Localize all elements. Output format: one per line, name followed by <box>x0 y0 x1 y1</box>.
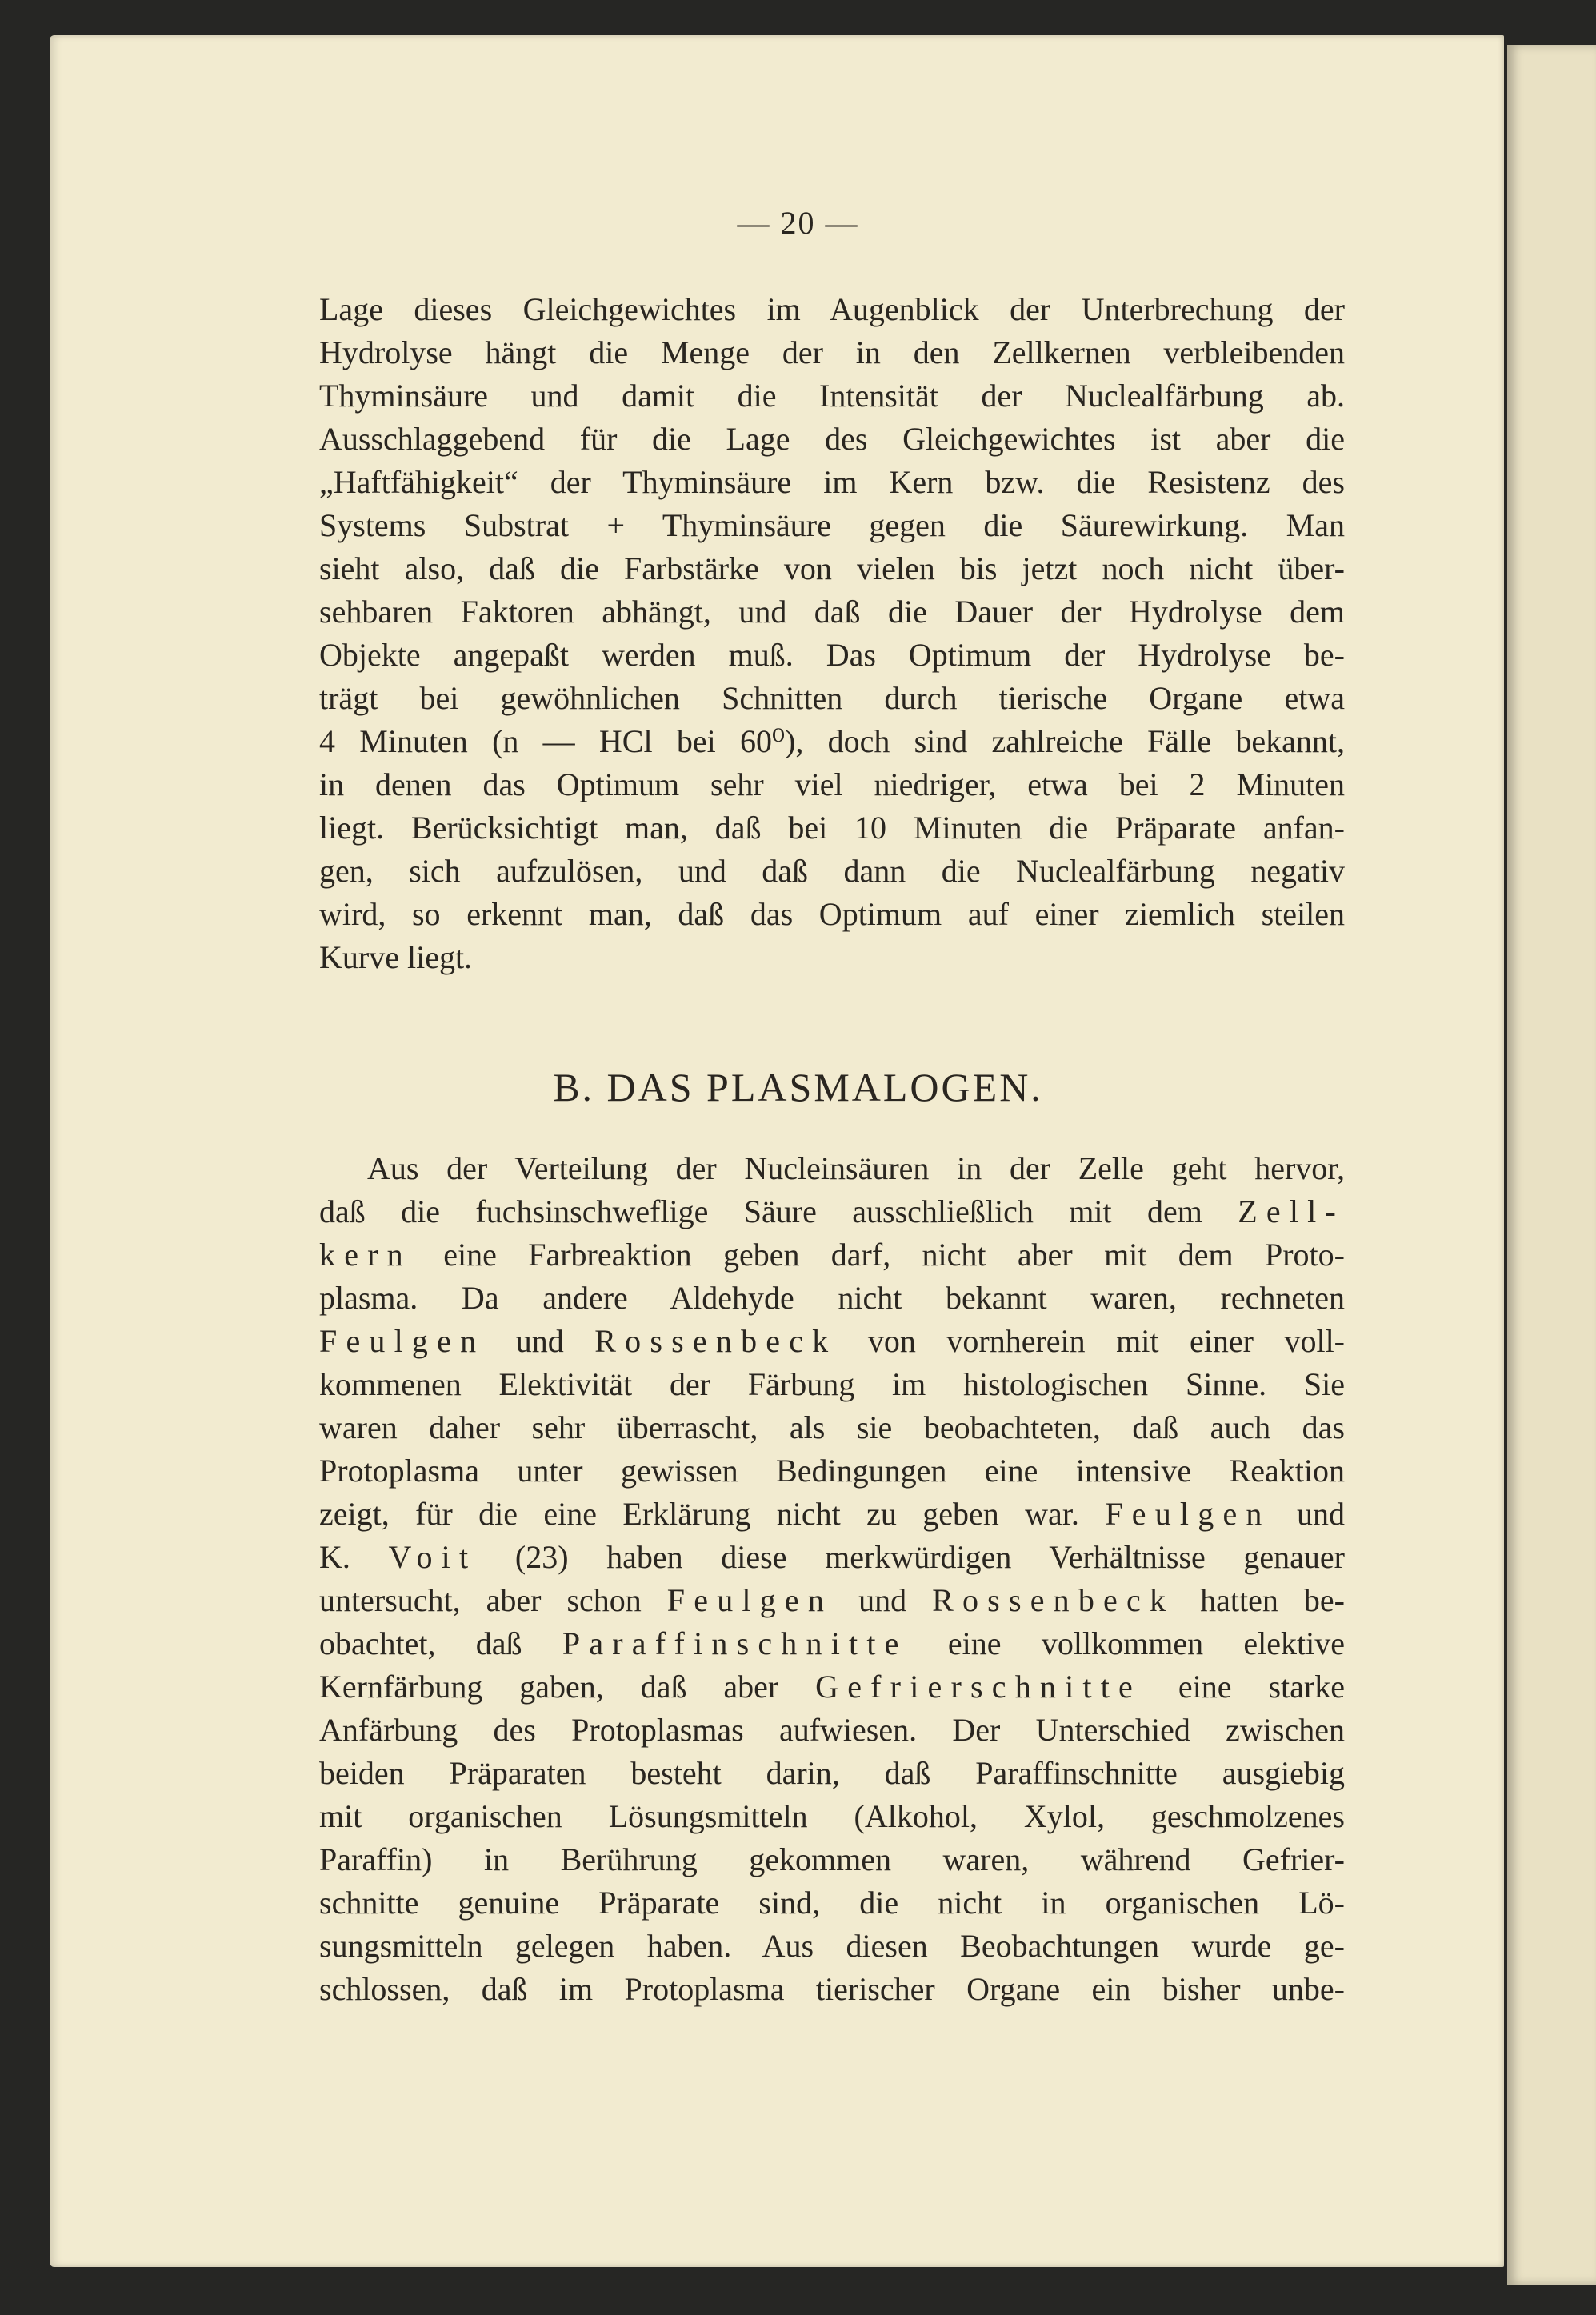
text-line <box>319 288 1345 331</box>
text-line <box>319 1752 1345 1795</box>
text-run: obachtet, daß <box>319 1625 562 1661</box>
text-line <box>319 547 1345 590</box>
spaced-emphasis: Rossenbeck <box>932 1582 1175 1618</box>
text-line <box>319 1622 1345 1665</box>
text-line <box>319 1449 1345 1493</box>
text-run: mit organischen Lösungsmitteln (Alkohol, Xylol, geschmolzenes <box>319 1798 1345 1834</box>
text-line <box>319 461 1345 504</box>
text-run: in denen das Optimum sehr viel niedriger, etwa bei 2 Minuten <box>319 766 1345 802</box>
text-line <box>319 634 1345 677</box>
text-line <box>319 1406 1345 1449</box>
text-line <box>319 1925 1345 1968</box>
text-line <box>319 763 1345 806</box>
text-run: eine starke <box>1142 1669 1345 1705</box>
text-run: schnitte genuine Präparate sind, die nicht in organischen Lö- <box>319 1885 1345 1921</box>
text-run: wird, so erkennt man, daß das Optimum auf einer ziemlich steilen <box>319 896 1345 932</box>
text-line <box>319 1233 1345 1277</box>
text-run: Ausschlaggebend für die Lage des Gleichgewichtes ist aber die <box>319 421 1345 457</box>
text-line <box>319 1795 1345 1838</box>
text-run: liegt. Berücksichtigt man, daß bei 10 Minuten die Präparate anfan- <box>319 810 1345 846</box>
text-run: K. <box>319 1539 389 1575</box>
text-run: 4 Minuten (n — HCl bei 60⁰), doch sind zahlreiche Fälle bekannt, <box>319 723 1345 759</box>
spaced-emphasis: Gefrierschnitte <box>815 1669 1142 1705</box>
text-run: sieht also, daß die Farbstärke von vielen bis jetzt noch nicht über- <box>319 550 1345 586</box>
text-run: (23) haben diese merkwürdigen Verhältnisse genauer <box>477 1539 1345 1575</box>
spaced-emphasis: Rossenbeck <box>594 1323 838 1359</box>
text-line <box>319 590 1345 634</box>
spaced-emphasis: Feulgen <box>319 1323 486 1359</box>
text-run: Anfärbung des Protoplasmas aufwiesen. Der Unterschied zwischen <box>319 1712 1345 1748</box>
text-run: eine vollkommen elektive <box>907 1625 1345 1661</box>
text-line <box>319 936 1345 979</box>
text-run: Kernfärbung gaben, daß aber <box>319 1669 816 1705</box>
text-run: sehbaren Faktoren abhängt, und daß die Dauer der Hydrolyse dem <box>319 594 1345 630</box>
text-run: Systems Substrat + Thyminsäure gegen die Säurewirkung. Man <box>319 507 1345 543</box>
text-run: von vornherein mit einer voll- <box>837 1323 1345 1359</box>
spaced-emphasis: Feulgen <box>1105 1496 1271 1532</box>
text-line <box>319 374 1345 418</box>
section-heading: B. DAS PLASMALOGEN. <box>553 1065 1043 1110</box>
text-line <box>319 418 1345 461</box>
spaced-emphasis: Voit <box>388 1539 478 1575</box>
text-line <box>319 1838 1345 1881</box>
text-run: schlossen, daß im Protoplasma tierischer Organe ein bisher unbe- <box>319 1971 1345 2007</box>
text-run: gen, sich aufzulösen, und daß dann die Nuclealfärbung negativ <box>319 853 1345 889</box>
text-run: und <box>1270 1496 1345 1532</box>
text-run: plasma. Da andere Aldehyde nicht bekannt waren, rechneten <box>319 1280 1345 1316</box>
text-run: und <box>833 1582 933 1618</box>
text-line <box>319 677 1345 720</box>
spaced-emphasis: Paraffinschnitte <box>562 1625 908 1661</box>
text-run: „Haftfähigkeit“ der Thyminsäure im Kern bzw. die Resistenz des <box>319 464 1345 500</box>
text-run: Kurve liegt. <box>319 939 473 975</box>
text-line <box>319 1536 1345 1579</box>
text-line <box>319 1190 1345 1233</box>
text-run: untersucht, aber schon <box>319 1582 667 1618</box>
text-run: beiden Präparaten besteht darin, daß Paraffinschnitte ausgiebig <box>319 1755 1345 1791</box>
text-run: hatten be- <box>1174 1582 1345 1618</box>
text-line <box>319 1493 1345 1536</box>
text-run: Thyminsäure und damit die Intensität der Nuclealfärbung ab. <box>319 378 1345 414</box>
text-run: Hydrolyse hängt die Menge der in den Zellkernen verbleibenden <box>319 334 1345 370</box>
text-line <box>319 1277 1345 1320</box>
text-run: und <box>485 1323 595 1359</box>
text-run: waren daher sehr überrascht, als sie beobachteten, daß auch das <box>319 1409 1345 1445</box>
text-line <box>319 1665 1345 1709</box>
paragraph-1 <box>319 288 1345 979</box>
text-line <box>319 1968 1345 2011</box>
text-line <box>319 1881 1345 1925</box>
text-line <box>319 1579 1345 1622</box>
text-run: Paraffin) in Berührung gekommen waren, während Gefrier- <box>319 1841 1345 1877</box>
text-run: trägt bei gewöhnlichen Schnitten durch tierische Organe etwa <box>319 680 1345 716</box>
text-line <box>319 806 1345 850</box>
text-line <box>319 1709 1345 1752</box>
text-line <box>319 1320 1345 1363</box>
text-line <box>319 504 1345 547</box>
text-run: Lage dieses Gleichgewichtes im Augenblick der Unterbrechung der <box>319 291 1345 327</box>
paragraph-2 <box>319 1147 1345 2011</box>
text-run: zeigt, für die eine Erklärung nicht zu geben war. <box>319 1496 1106 1532</box>
text-line <box>319 1363 1345 1406</box>
spaced-emphasis: Zell- <box>1238 1193 1345 1229</box>
text-line <box>319 850 1345 893</box>
text-run: sungsmitteln gelegen haben. Aus diesen Beobachtungen wurde ge- <box>319 1928 1345 1964</box>
spaced-emphasis: kern <box>319 1237 412 1273</box>
text-line <box>319 331 1345 374</box>
text-line <box>319 893 1345 936</box>
adjacent-page-edge <box>1507 45 1596 2285</box>
text-run: kommenen Elektivität der Färbung im histologischen Sinne. Sie <box>319 1366 1345 1402</box>
text-run: Aus der Verteilung der Nucleinsäuren in der Zelle geht hervor, <box>367 1150 1345 1186</box>
text-run: Objekte angepaßt werden muß. Das Optimum der Hydrolyse be- <box>319 637 1345 673</box>
page-number: — 20 — <box>737 205 859 241</box>
text-run: Protoplasma unter gewissen Bedingungen eine intensive Reaktion <box>319 1453 1345 1489</box>
text-line <box>319 1147 1345 1190</box>
text-run: daß die fuchsinschweflige Säure ausschließlich mit dem <box>319 1193 1238 1229</box>
text-line <box>319 720 1345 763</box>
spaced-emphasis: Feulgen <box>666 1582 834 1618</box>
text-run: eine Farbreaktion geben darf, nicht aber mit dem Proto- <box>411 1237 1345 1273</box>
